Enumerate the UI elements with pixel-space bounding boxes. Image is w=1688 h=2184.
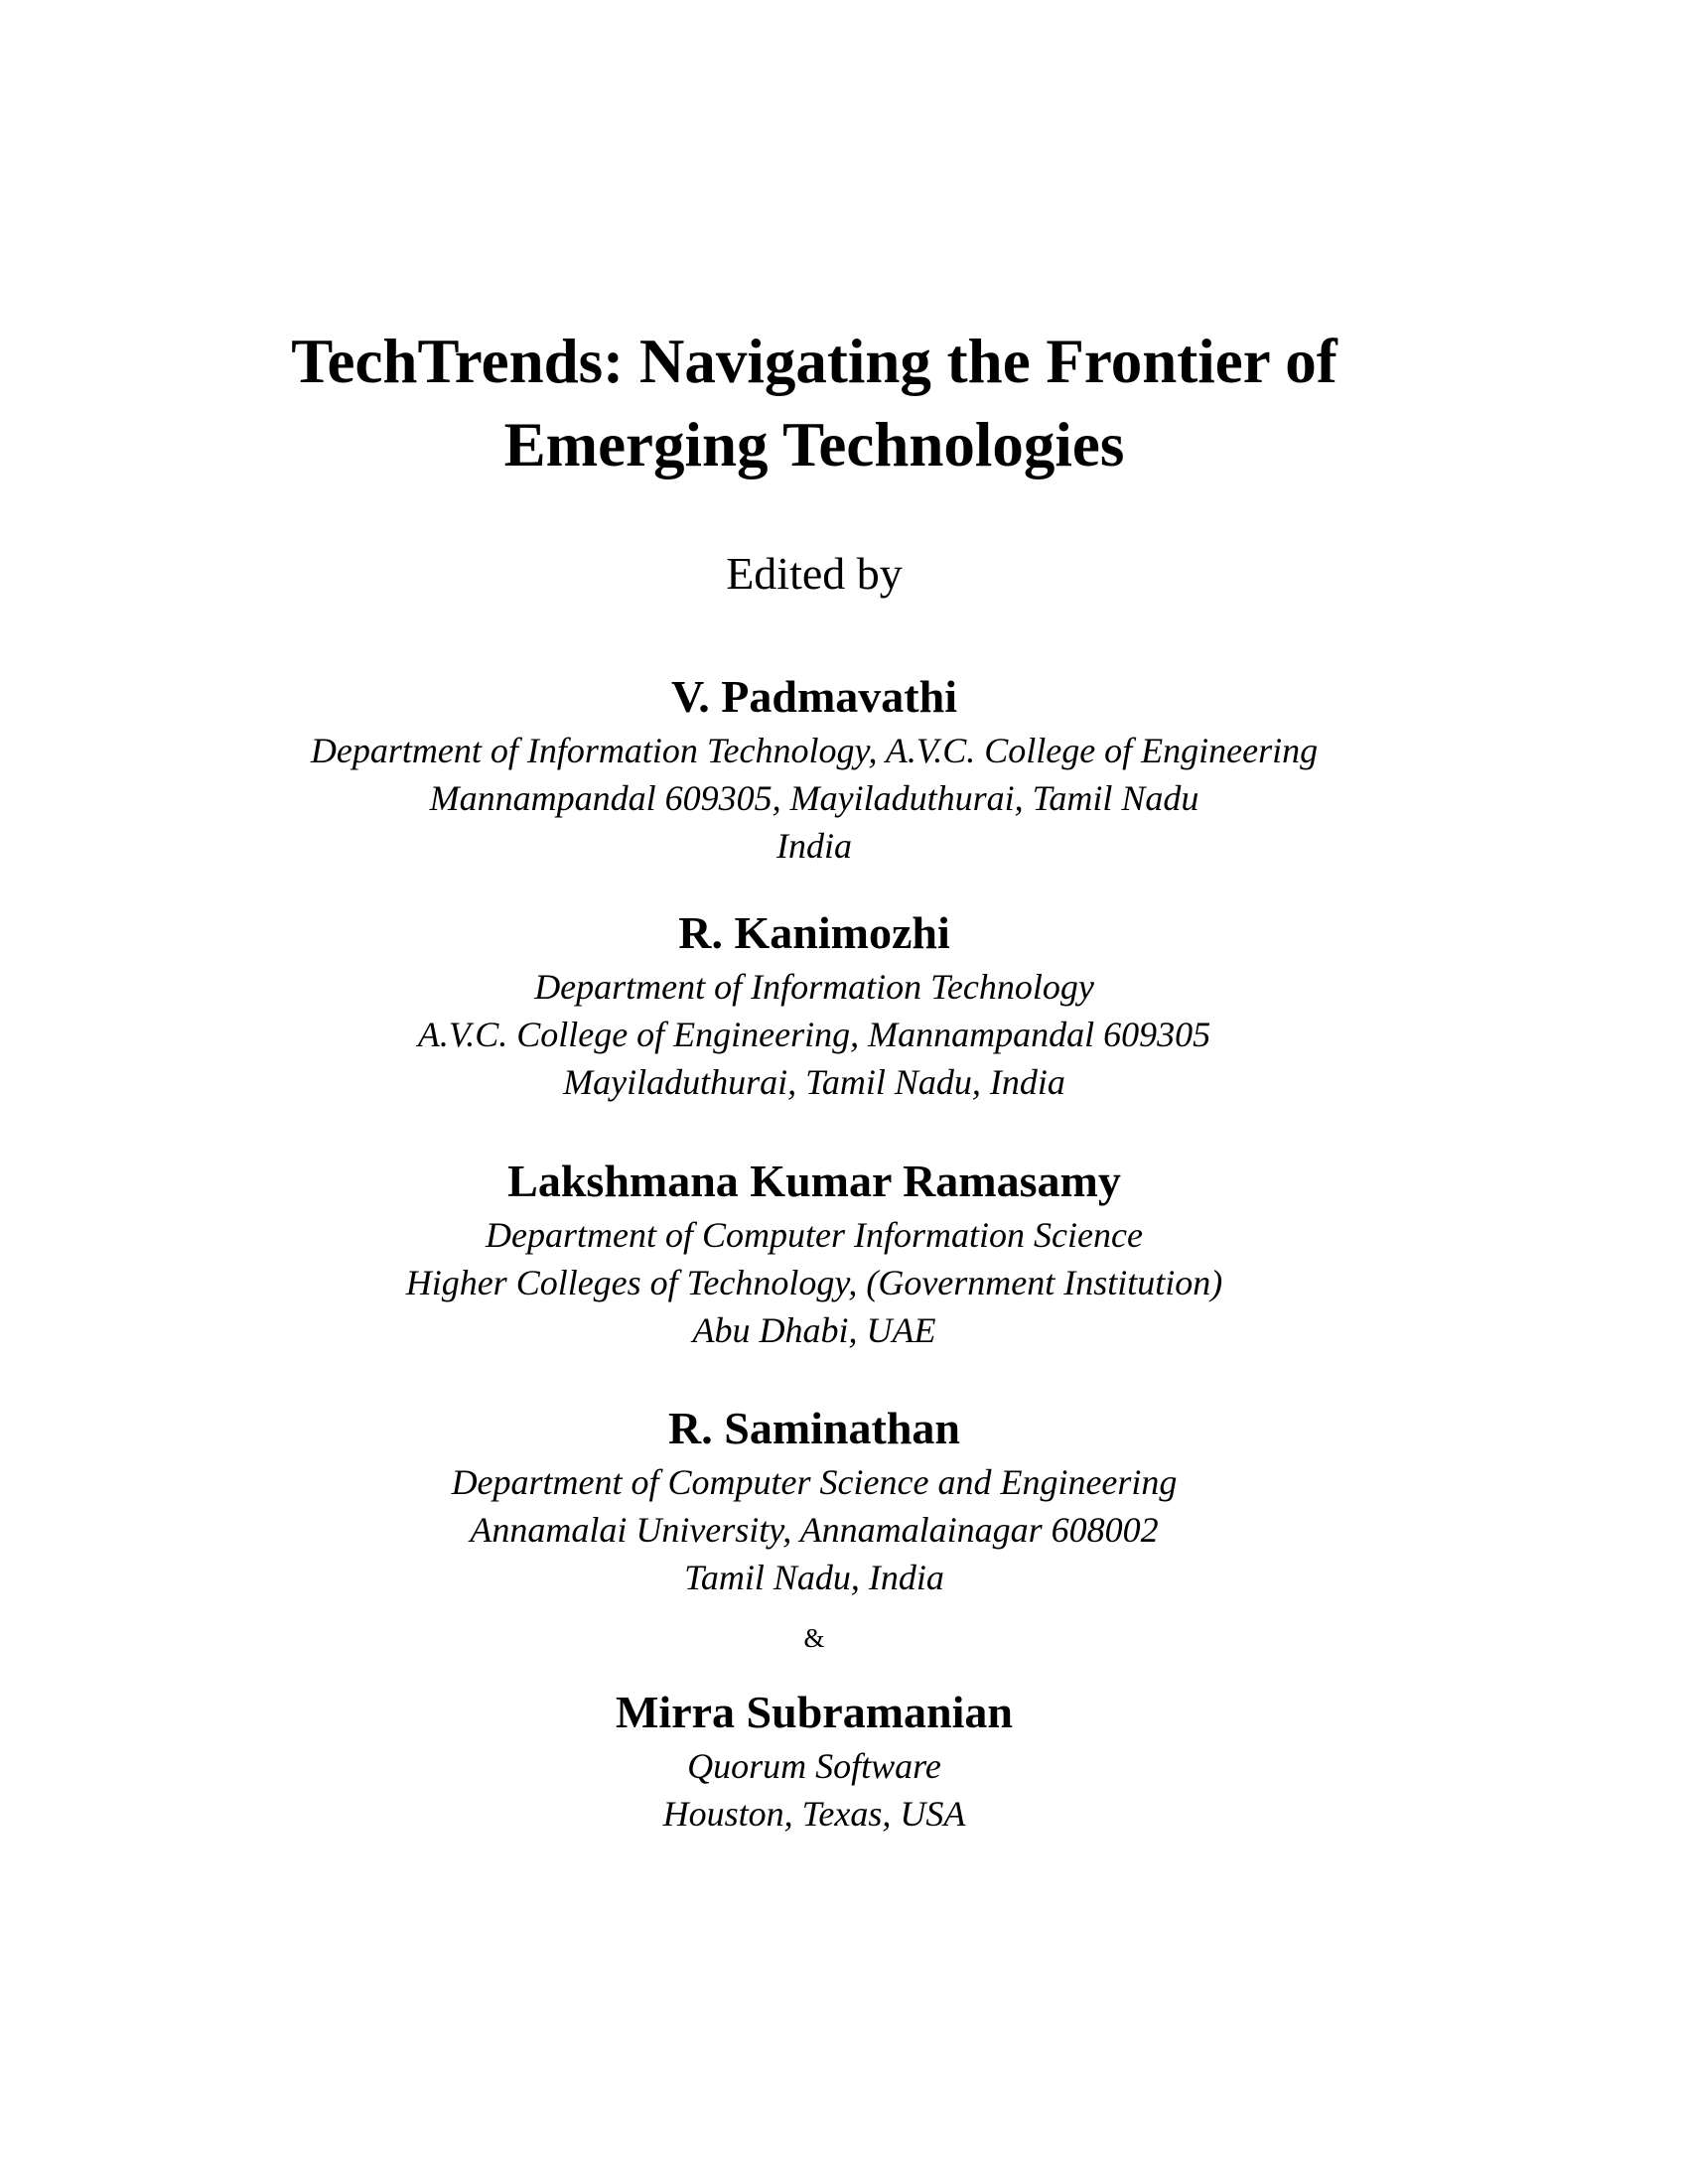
affiliation-line: Department of Information Technology, A.V.C. College of Engineering — [310, 731, 1319, 770]
editor-block-padmavathi — [256, 667, 1372, 870]
editor-block-subramanian — [256, 1683, 1372, 1838]
affiliation-line: A.V.C. College of Engineering, Mannampandal 609305 — [417, 1015, 1211, 1054]
editor-name: R. Kanimozhi — [678, 907, 950, 958]
affiliation-line: Higher Colleges of Technology, (Government Institution) — [405, 1263, 1223, 1302]
editor-block-kanimozhi — [256, 903, 1372, 1106]
affiliation-line: Houston, Texas, USA — [662, 1794, 966, 1834]
editor-block-ramasamy — [256, 1152, 1372, 1354]
edited-by-label: Edited by — [726, 548, 903, 599]
affiliation-line: Quorum Software — [687, 1746, 941, 1786]
editor-name: V. Padmavathi — [671, 671, 957, 722]
editor-name: Lakshmana Kumar Ramasamy — [507, 1156, 1121, 1206]
affiliation-line: Mannampandal 609305, Mayiladuthurai, Tamil Nadu — [429, 778, 1199, 818]
editor-affiliation — [256, 1211, 1372, 1354]
book-title — [256, 320, 1372, 486]
affiliation-line: Department of Information Technology — [534, 967, 1094, 1007]
affiliation-line: Department of Computer Information Science — [486, 1215, 1143, 1255]
affiliation-line: Abu Dhabi, UAE — [692, 1310, 936, 1350]
editor-affiliation — [256, 727, 1372, 870]
editor-affiliation — [256, 1458, 1372, 1601]
affiliation-line: Department of Computer Science and Engineering — [451, 1462, 1178, 1502]
book-title-line-2: Emerging Technologies — [503, 410, 1125, 479]
affiliation-line: India — [776, 826, 852, 866]
book-title-line-1: TechTrends: Navigating the Frontier of — [291, 327, 1337, 396]
editor-affiliation — [256, 963, 1372, 1106]
affiliation-line: Tamil Nadu, India — [684, 1558, 944, 1597]
editor-name: Mirra Subramanian — [616, 1687, 1013, 1737]
editor-affiliation — [256, 1742, 1372, 1838]
editor-block-saminathan — [256, 1399, 1372, 1601]
ampersand-separator: & — [803, 1623, 825, 1653]
affiliation-line: Annamalai University, Annamalainagar 608002 — [470, 1510, 1159, 1550]
affiliation-line: Mayiladuthurai, Tamil Nadu, India — [563, 1062, 1065, 1102]
editor-name: R. Saminathan — [668, 1403, 960, 1453]
